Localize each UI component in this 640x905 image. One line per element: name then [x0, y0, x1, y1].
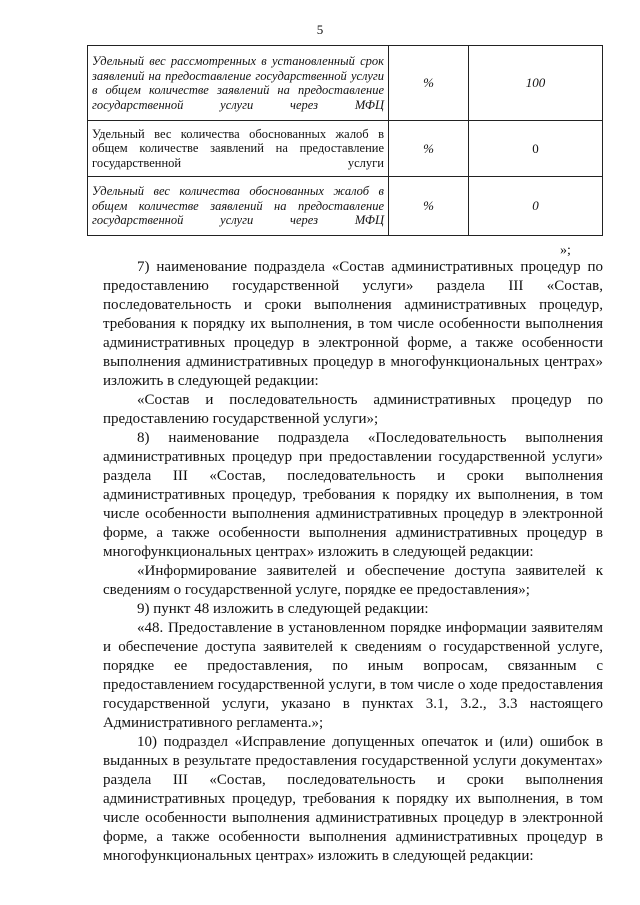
paragraph-item-9: 9) пункт 48 изложить в следующей редакции:	[137, 601, 429, 617]
table-closing-quote: »;	[560, 243, 571, 258]
indicator-value: 0	[469, 177, 603, 236]
indicators-table	[87, 45, 603, 236]
page-number: 5	[316, 22, 324, 37]
indicator-unit: %	[389, 121, 469, 177]
indicator-unit: %	[389, 46, 469, 121]
paragraph-quote: «Состав и последовательность административных процедур по предоставлению государственной услуги»;	[103, 392, 603, 427]
paragraph-point-48: «48. Предоставление в установленном порядке информации заявителям и обеспечение доступа заявителей к сведениям о государственной услуге, порядке ее предоставления, по иным вопросам, связанным с предоставлением государственной услуги, в том числе о ходе предоставления государственной услуги, указано в пунктах 3.1, 3.2., 3.3 настоящего Административного регламента.»;	[103, 620, 603, 731]
document-body	[103, 258, 603, 866]
indicator-unit: %	[389, 177, 469, 236]
table-row	[88, 46, 603, 121]
table-row	[88, 121, 603, 177]
indicator-description: Удельный вес количества обоснованных жалоб в общем количестве заявлений на предоставление государственной услуги через МФЦ	[88, 177, 389, 236]
paragraph-quote: «Информирование заявителей и обеспечение доступа заявителей к сведениям о государственной услуге, порядке ее предоставления»;	[103, 563, 603, 598]
table-row	[88, 177, 603, 236]
paragraph-item-8: 8) наименование подраздела «Последовательность выполнения административных процедур при предоставлении государственной услуги» раздела III «Состав, последовательность и сроки выполнения административных процедур, требования к порядку их выполнения, в том числе особенности выполнения административных процедур в электронной форме, а также особенности выполнения административных процедур в многофункциональных центрах» изложить в следующей редакции:	[103, 430, 603, 560]
indicator-description: Удельный вес количества обоснованных жалоб в общем количестве заявлений на предоставление государственной услуги	[88, 121, 389, 177]
indicator-value: 0	[469, 121, 603, 177]
paragraph-item-10: 10) подраздел «Исправление допущенных опечаток и (или) ошибок в выданных в результате предоставления государственной услуги документах» раздела III «Состав, последовательность и сроки выполнения административных процедур, требования к порядку их выполнения, в том числе особенности выполнения административных процедур в электронной форме, а также особенности выполнения административных процедур в многофункциональных центрах» изложить в следующей редакции:	[103, 734, 603, 864]
indicator-value: 100	[469, 46, 603, 121]
paragraph-item-7: 7) наименование подраздела «Состав административных процедур по предоставлению государственной услуги» раздела III «Состав, последовательность и сроки выполнения административных процедур, требования к порядку их выполнения, в том числе особенности выполнения административных процедур в электронной форме, а также особенности выполнения административных процедур в многофункциональных центрах» изложить в следующей редакции:	[103, 259, 603, 389]
indicator-description: Удельный вес рассмотренных в установленный срок заявлений на предоставление государственной услуги в общем количестве заявлений на предоставление государственной услуги через МФЦ	[88, 46, 389, 121]
